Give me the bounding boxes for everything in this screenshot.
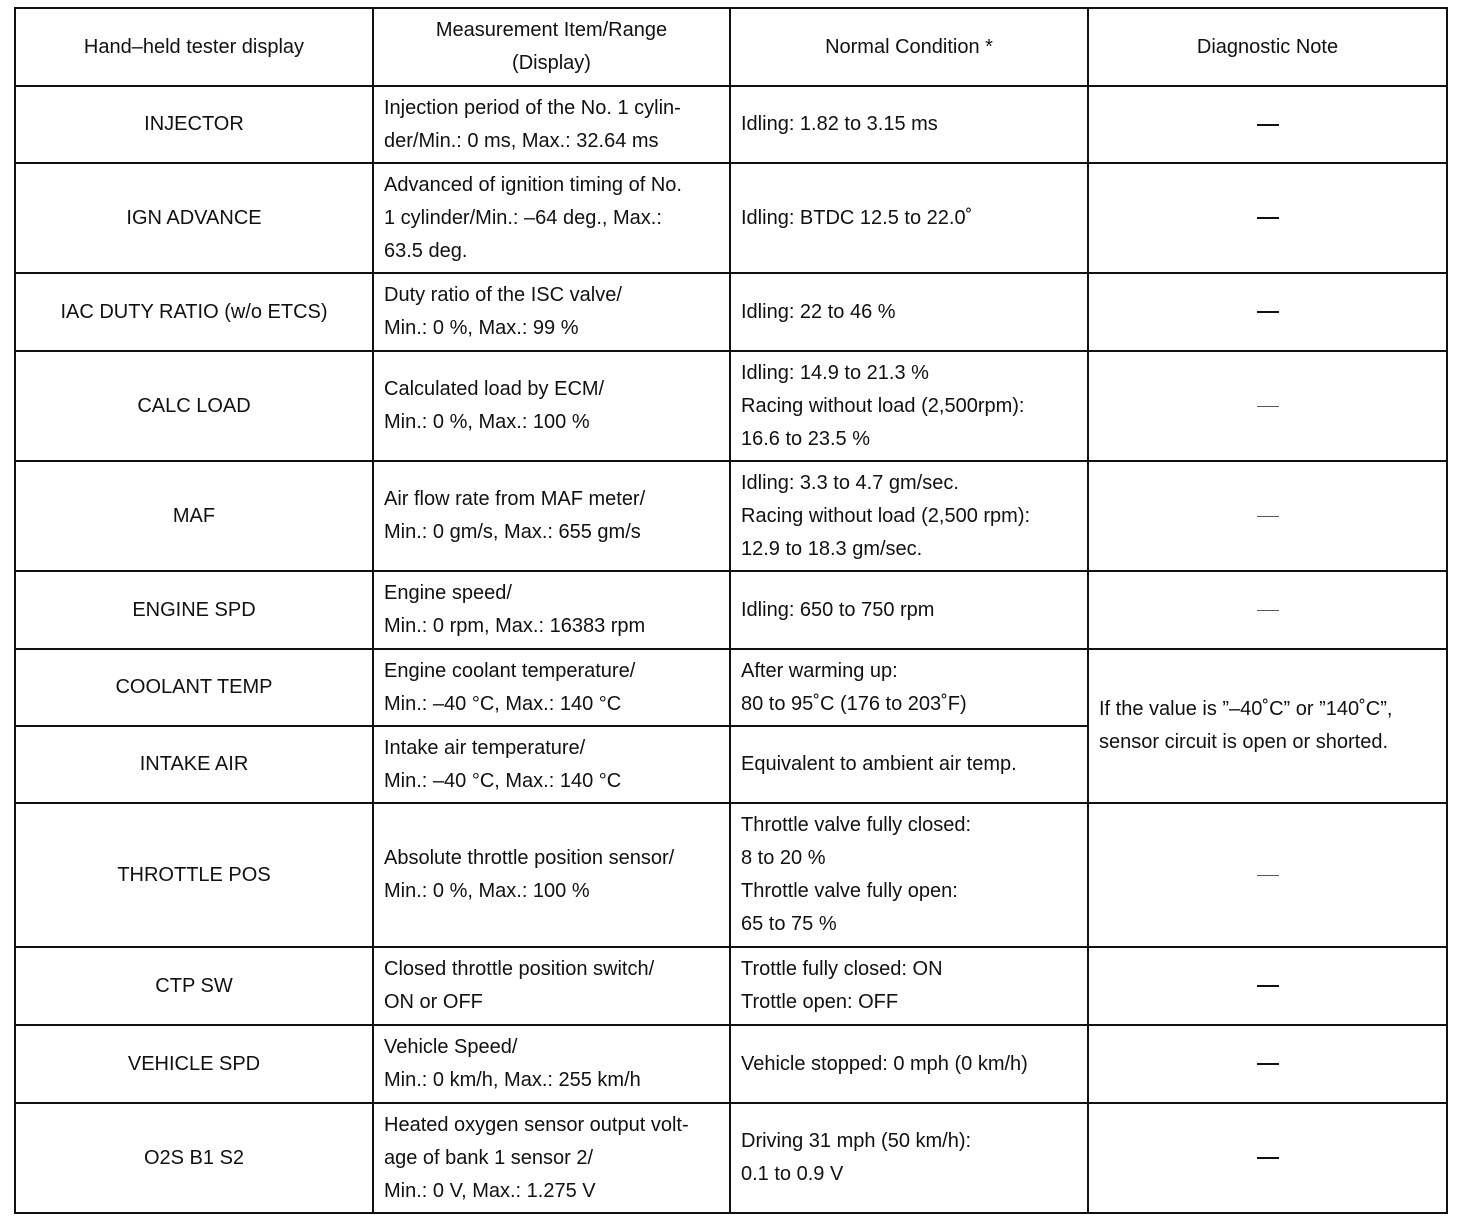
normal-condition-cell: Idling: 650 to 750 rpm [730,571,1088,649]
table-row [15,947,1447,1025]
tester-display-cell: MAF [15,461,373,571]
table-row [15,649,1447,726]
table-row [15,1025,1447,1103]
diagnostic-note-cell [1088,1025,1447,1103]
diagnostic-note-cell [1088,461,1447,571]
diagnostic-note-cell: If the value is ”–40˚C” or ”140˚C”, sensor circuit is open or shorted. [1088,649,1447,803]
normal-condition-cell: Idling: BTDC 12.5 to 22.0˚ [730,163,1088,273]
diagnostic-note-cell [1088,351,1447,461]
normal-condition-cell: Trottle fully closed: ON Trottle open: OFF [730,947,1088,1025]
tester-display-cell: COOLANT TEMP [15,649,373,726]
em-dash [1257,875,1279,876]
table-row [15,273,1447,351]
measurement-cell: Intake air temperature/ Min.: –40 °C, Max.: 140 °C [373,726,730,803]
measurement-cell: Engine coolant temperature/ Min.: –40 °C, Max.: 140 °C [373,649,730,726]
measurement-cell: Heated oxygen sensor output volt- age of bank 1 sensor 2/ Min.: 0 V, Max.: 1.275 V [373,1103,730,1213]
measurement-cell: Duty ratio of the ISC valve/ Min.: 0 %, Max.: 99 % [373,273,730,351]
diagnostic-note-cell [1088,1103,1447,1213]
table-row [15,351,1447,461]
normal-condition-cell: Idling: 14.9 to 21.3 % Racing without load (2,500rpm): 16.6 to 23.5 % [730,351,1088,461]
normal-condition-cell: Idling: 22 to 46 % [730,273,1088,351]
em-dash [1257,610,1279,611]
normal-condition-cell: Vehicle stopped: 0 mph (0 km/h) [730,1025,1088,1103]
table-row [15,803,1447,947]
header-tester-display: Hand–held tester display [15,8,373,86]
em-dash [1257,985,1279,987]
em-dash [1257,1157,1279,1159]
tester-display-cell: CALC LOAD [15,351,373,461]
em-dash [1257,1063,1279,1065]
em-dash [1257,217,1279,219]
tester-display-cell: INJECTOR [15,86,373,163]
normal-condition-cell: Driving 31 mph (50 km/h): 0.1 to 0.9 V [730,1103,1088,1213]
measurement-cell: Calculated load by ECM/ Min.: 0 %, Max.: 100 % [373,351,730,461]
header-row [15,8,1447,86]
table-row [15,163,1447,273]
header-measurement-item: Measurement Item/Range (Display) [373,8,730,86]
tester-display-cell: CTP SW [15,947,373,1025]
normal-condition-cell: Idling: 1.82 to 3.15 ms [730,86,1088,163]
measurement-cell: Engine speed/ Min.: 0 rpm, Max.: 16383 rpm [373,571,730,649]
tester-display-cell: O2S B1 S2 [15,1103,373,1213]
table-row [15,1103,1447,1213]
measurement-cell: Injection period of the No. 1 cylin- der/Min.: 0 ms, Max.: 32.64 ms [373,86,730,163]
table-row [15,571,1447,649]
diagnostic-table [14,7,1448,1214]
normal-condition-cell: Equivalent to ambient air temp. [730,726,1088,803]
em-dash [1257,311,1279,313]
diagnostic-note-cell [1088,803,1447,947]
diagnostic-note-cell [1088,86,1447,163]
normal-condition-cell: After warming up: 80 to 95˚C (176 to 203˚F) [730,649,1088,726]
normal-condition-cell: Throttle valve fully closed: 8 to 20 % Throttle valve fully open: 65 to 75 % [730,803,1088,947]
table-row [15,86,1447,163]
table-row [15,461,1447,571]
measurement-cell: Closed throttle position switch/ ON or OFF [373,947,730,1025]
tester-display-cell: THROTTLE POS [15,803,373,947]
normal-condition-cell: Idling: 3.3 to 4.7 gm/sec. Racing without load (2,500 rpm): 12.9 to 18.3 gm/sec. [730,461,1088,571]
diagnostic-note-cell [1088,273,1447,351]
tester-display-cell: INTAKE AIR [15,726,373,803]
measurement-cell: Air flow rate from MAF meter/ Min.: 0 gm/s, Max.: 655 gm/s [373,461,730,571]
diagnostic-note-cell [1088,163,1447,273]
diagnostic-note-cell [1088,947,1447,1025]
tester-display-cell: IGN ADVANCE [15,163,373,273]
measurement-cell: Absolute throttle position sensor/ Min.: 0 %, Max.: 100 % [373,803,730,947]
em-dash [1257,516,1279,517]
header-diagnostic-note: Diagnostic Note [1088,8,1447,86]
em-dash [1257,124,1279,126]
measurement-cell: Advanced of ignition timing of No. 1 cylinder/Min.: –64 deg., Max.: 63.5 deg. [373,163,730,273]
tester-display-cell: ENGINE SPD [15,571,373,649]
diagnostic-note-cell [1088,571,1447,649]
tester-display-cell: IAC DUTY RATIO (w/o ETCS) [15,273,373,351]
header-normal-condition: Normal Condition * [730,8,1088,86]
measurement-cell: Vehicle Speed/ Min.: 0 km/h, Max.: 255 km/h [373,1025,730,1103]
tester-display-cell: VEHICLE SPD [15,1025,373,1103]
em-dash [1257,406,1279,407]
